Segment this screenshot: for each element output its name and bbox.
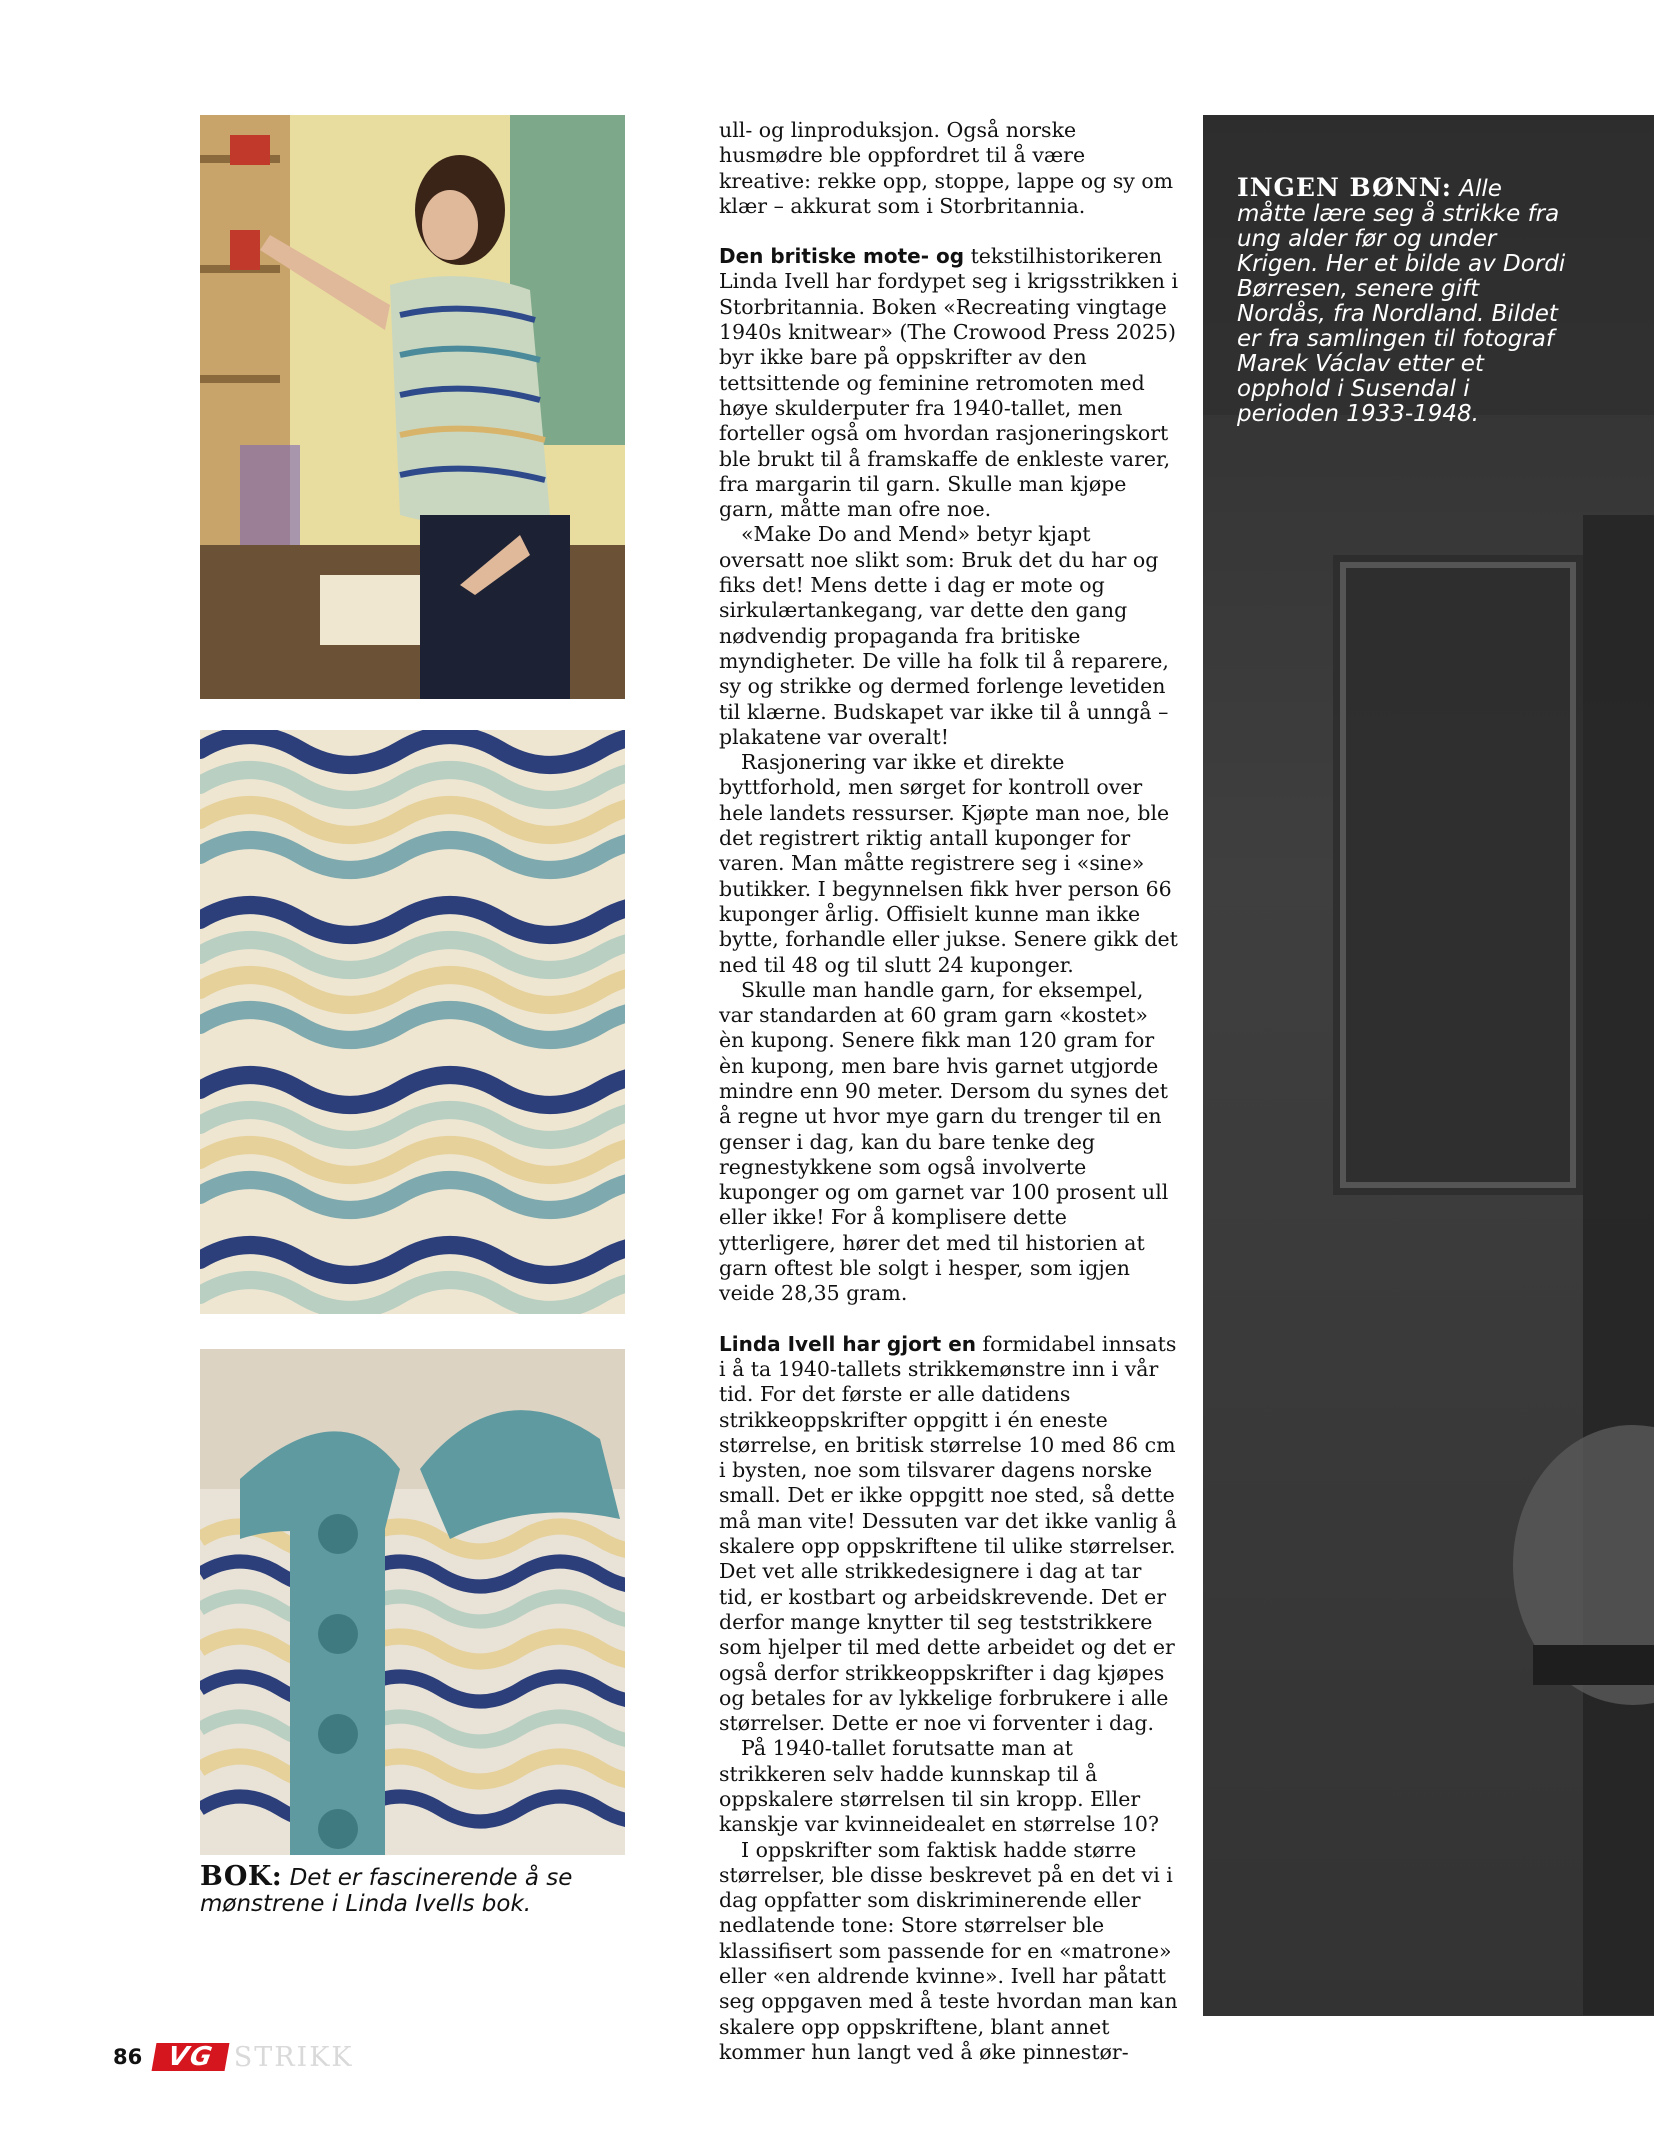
photo-sweater-collar [200, 1349, 625, 1855]
bw-photo-caption [1237, 175, 1567, 427]
book-photo-caption [200, 1861, 625, 1917]
caption-lead: BOK: [200, 1861, 283, 1892]
article-paragraph [719, 244, 1179, 522]
article-paragraph: På 1940-tallet forutsatte man at strikkeren selv hadde kunnskap til å oppskalere størrelsen til sin kropp. Eller kanskje var kvinneidealet en størrelse 10? [719, 1736, 1159, 1837]
magazine-brand: STRIKK [233, 2041, 354, 2073]
article-body [719, 118, 1179, 2065]
caption-lead: INGEN BØNN: [1237, 173, 1452, 202]
page-footer [113, 2040, 354, 2074]
caption-text: Alle måtte lære seg å strikke fra ung alder før og under Krigen. Her et bilde av Dordi Børresen, senere gift Nordås, fra Nordland. Bildet er fra samlingen til fotograf Marek Václav etter et opphold i Susendal i perioden 1933-1948. [1237, 176, 1566, 427]
article-paragraph: Skulle man handle garn, for eksempel, var standarden at 60 gram garn «kostet» èn kupong. Senere fikk man 120 gram for èn kupong, men bare hvis garnet utgjorde mindre enn 90 meter. Dersom du synes det å regne ut hvor mye garn du trenger til en genser i dag, kan du bare tenke deg regnestykkene som også involverte kuponger og om garnet var 100 prosent ull eller ikke! For å komplisere dette ytterligere, hører det med til historien at garn oftest ble solgt i hesper, som igjen veide 28,35 gram. [719, 977, 1169, 1306]
caption-text: Det er fascinerende å se mønstrene i Linda Ivells bok. [200, 1865, 573, 1917]
article-paragraph [719, 1332, 1179, 1737]
section-kicker: Linda Ivell har gjort en [719, 1331, 976, 1356]
article-paragraph: «Make Do and Mend» betyr kjapt oversatt noe slikt som: Bruk det du har og fiks det! Mens dette i dag er mote og sirkulærtankegang, var dette den gang nødvendig propaganda fra britiske myndigheter. De ville ha folk til å reparere, sy og strikke og dermed forlenge levetiden til klærne. Budskapet var ikke til å unngå – plakatene var overalt! [719, 522, 1169, 749]
paragraph-text: tekstilhistorikeren Linda Ivell har fordypet seg i krigsstrikken i Storbritannia. Boken «Recreating vingtage 1940s knitwear» (The Crowood Press 2025) byr ikke bare på oppskrifter av den tettsittende og feminine retromoten med høye skulderputer fra 1940-tallet, men forteller også om hvordan rasjoneringskort ble brukt til å framskaffe de enkleste varer, fra margarin til garn. Skulle man kjøpe garn, måtte man ofre noe. [719, 244, 1179, 522]
vg-logo: VG [152, 2043, 230, 2071]
photo-woman-kitchen [200, 115, 625, 699]
photo-knit-pattern-detail [200, 730, 625, 1314]
page-number: 86 [113, 2045, 143, 2069]
article-paragraph: Rasjonering var ikke et direkte byttforhold, men sørget for kontroll over hele landets ressurser. Kjøpte man noe, ble det registrert riktig antall kuponger for varen. Man måtte registrere seg i «sine» butikker. I begynnelsen fikk hver person 66 kuponger årlig. Offisielt kunne man ikke bytte, forhandle eller jukse. Senere gikk det ned til 48 og til slutt 24 kuponger. [719, 750, 1178, 977]
section-kicker: Den britiske mote- og [719, 244, 965, 269]
paragraph-text: formidabel innsats i å ta 1940-tallets strikkemønstre inn i vår tid. For det første er alle datidens strikkeoppskrifter oppgitt i én eneste størrelse, en britisk størrelse 10 med 86 cm i bysten, noe som tilsvarer dagens norske small. Det er ikke oppgitt noe sted, så dette må man vite! Dessuten var det ikke vanlig å skalere opp oppskriftene til ulike størrelser. Det vet alle strikkedesignere i dag at tar tid, er kostbart og arbeidskrevende. Det er derfor mange knytter til seg teststrikkere som hjelper til med dette arbeidet og det er også derfor strikkeoppskrifter i dag kjøpes og betales for av lykkelige forbrukere i alle størrelser. Dette er noe vi forventer i dag. [719, 1331, 1177, 1736]
article-paragraph: I oppskrifter som faktisk hadde større størrelser, ble disse beskrevet på en det vi i dag oppfatter som diskriminerende eller nedlatende tone: Store størrelser ble klassifisert som passende for en «matrone» eller «en aldrende kvinne». Ivell har påtatt seg oppgaven med å teste hvordan man kan skalere opp oppskriftene, blant annet kommer hun langt ved å øke pinnestør- [719, 1837, 1178, 2064]
article-paragraph: ull- og linproduksjon. Også norske husmødre ble oppfordret til å være kreative: rekke opp, stoppe, lappe og sy om klær – akkurat som i Storbritannia. [719, 118, 1174, 218]
